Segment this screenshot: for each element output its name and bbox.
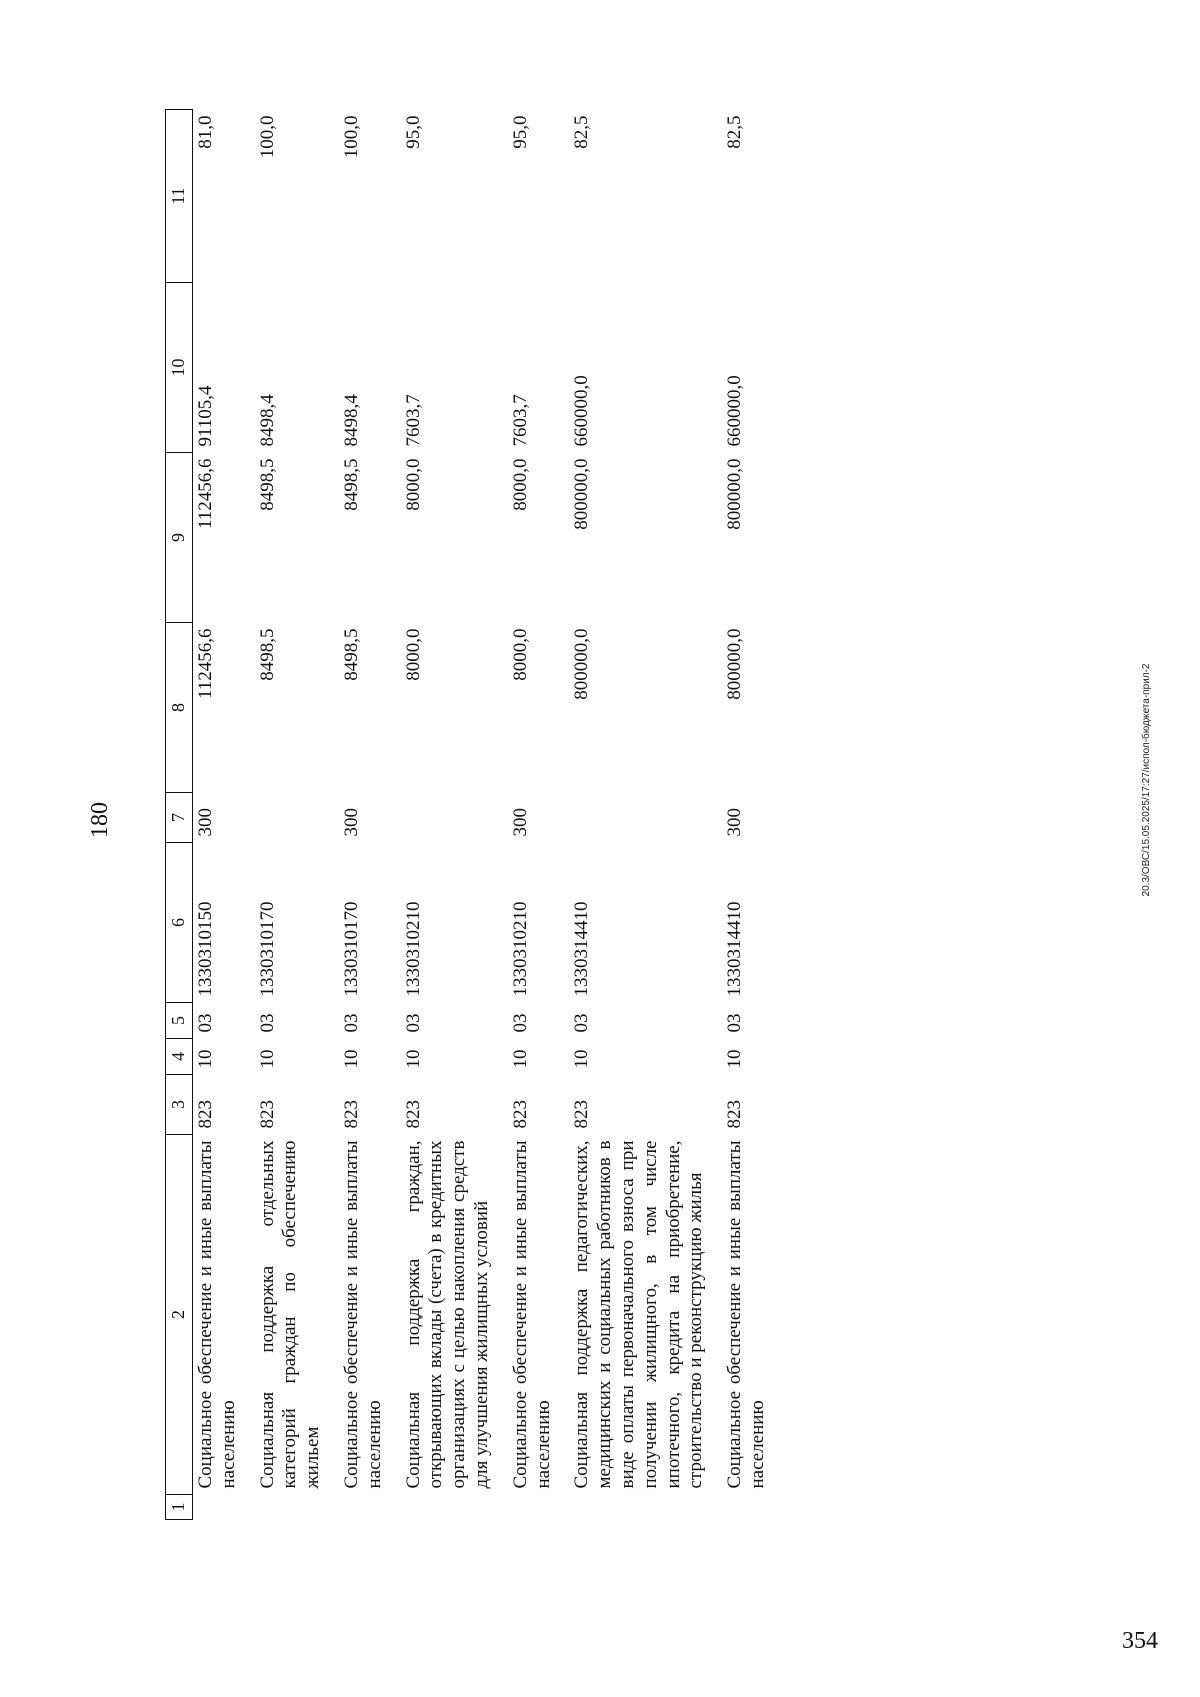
table-cell: 823	[340, 1100, 362, 1129]
row-name-cell: Социальное обеспечение и иные выплаты населению	[195, 1140, 239, 1489]
table-cell	[508, 1495, 570, 1520]
column-header: 2	[166, 1135, 193, 1495]
sheet-page-number: 180	[87, 802, 113, 838]
column-header: 10	[166, 283, 193, 453]
header-row	[166, 110, 193, 1520]
table-cell: 8000,0	[402, 458, 424, 511]
table-body	[193, 110, 784, 1520]
table-cell	[569, 1495, 722, 1520]
table-cell: 660000,0	[724, 375, 746, 447]
footer-code: 20.3/ОВС/15.05.2025/17:27/испол-бюджета-прил-2	[1141, 663, 1152, 897]
table-cell: 112456,6	[195, 458, 216, 530]
table-row	[401, 110, 508, 1520]
table-cell: 823	[724, 1100, 746, 1129]
table-cell	[401, 793, 508, 843]
table-cell: 7603,7	[509, 394, 531, 447]
table-cell	[722, 1495, 784, 1520]
table-cell: 800000,0	[724, 458, 746, 530]
table-row	[569, 110, 722, 1520]
row-name-cell: Социальное обеспечение и иные выплаты населению	[724, 1140, 768, 1489]
table-cell: 10	[571, 1049, 593, 1069]
table-cell: 1330314410	[571, 901, 593, 997]
table-cell	[193, 1495, 255, 1520]
table-cell: 95,0	[509, 115, 531, 149]
table-cell	[255, 1495, 339, 1520]
table-cell: 8498,5	[256, 628, 278, 681]
table-cell: 300	[340, 808, 362, 837]
table-cell: 8000,0	[402, 628, 424, 681]
table-cell: 800000,0	[571, 628, 593, 700]
column-header: 6	[166, 843, 193, 1003]
table-cell: 823	[195, 1100, 216, 1129]
page-number: 354	[1122, 1628, 1158, 1654]
row-name-cell: Социальное обеспечение и иные выплаты населению	[509, 1140, 554, 1489]
row-name-cell: Социальная поддержка отдельных категорий граждан по обеспечению жильем	[256, 1140, 324, 1489]
table-cell: 8000,0	[509, 458, 531, 511]
column-header: 1	[166, 1495, 193, 1520]
budget-table	[165, 109, 784, 1520]
row-name-cell: Социальная поддержка педагогических, медицинских и социальных работников в виде оплаты первоначального взноса при получении жилищного, в том числе ипотечного, кредита на приобретение, строительство и реконструкцию жилья	[571, 1140, 707, 1489]
table-cell: 800000,0	[724, 628, 746, 700]
rotated-sheet	[87, 100, 1075, 1540]
table-cell: 03	[340, 1013, 362, 1033]
table-row	[339, 110, 401, 1520]
table-cell: 823	[402, 1100, 424, 1129]
table-cell: 7603,7	[402, 394, 424, 447]
column-header: 9	[166, 453, 193, 623]
table-cell: 823	[509, 1100, 531, 1129]
table-cell	[569, 793, 722, 843]
table-row	[193, 110, 255, 1520]
column-header: 11	[166, 110, 193, 283]
table-cell: 03	[509, 1013, 531, 1033]
table-cell: 300	[724, 808, 746, 837]
table-cell: 1330310210	[402, 901, 424, 997]
table-cell: 10	[195, 1049, 216, 1069]
column-header: 3	[166, 1075, 193, 1135]
table-cell: 800000,0	[571, 458, 593, 530]
table-cell: 82,5	[571, 115, 593, 149]
table-cell: 8498,4	[256, 394, 278, 447]
table-cell: 300	[509, 808, 531, 837]
table-cell: 823	[256, 1100, 278, 1129]
table-cell: 8000,0	[509, 628, 531, 681]
table-cell: 03	[724, 1013, 746, 1033]
table-cell: 82,5	[724, 115, 746, 149]
table-cell	[339, 1495, 401, 1520]
table-cell: 95,0	[402, 115, 424, 149]
column-header: 7	[166, 793, 193, 843]
table-cell: 1330314410	[724, 901, 746, 997]
row-name-cell: Социальное обеспечение и иные выплаты населению	[340, 1140, 385, 1489]
column-header: 4	[166, 1039, 193, 1075]
table-cell: 1330310170	[256, 901, 278, 997]
table-cell	[401, 1495, 508, 1520]
table-cell: 1330310210	[509, 901, 531, 997]
table-cell: 8498,5	[340, 628, 362, 681]
table-cell: 660000,0	[571, 375, 593, 447]
row-name-cell: Социальная поддержка граждан, открывающих вклады (счета) в кредитных организациях с целью накопления средств для улучшения жилищных условий	[402, 1140, 492, 1489]
table-cell: 8498,5	[256, 458, 278, 511]
column-header: 8	[166, 623, 193, 793]
table-cell: 8498,5	[340, 458, 362, 511]
table-cell: 300	[195, 808, 216, 837]
table-cell: 10	[509, 1049, 531, 1069]
table-cell: 1330310150	[195, 901, 216, 997]
table-row	[255, 110, 339, 1520]
table-cell: 10	[256, 1049, 278, 1069]
table-cell: 10	[724, 1049, 746, 1069]
table-cell: 112456,6	[195, 628, 216, 700]
table-row	[508, 110, 570, 1520]
column-header: 5	[166, 1003, 193, 1039]
table-cell: 100,0	[340, 115, 362, 159]
table-cell: 1330310170	[340, 901, 362, 997]
table-cell: 81,0	[195, 115, 216, 149]
table-cell	[255, 793, 339, 843]
table-cell: 91105,4	[195, 385, 216, 447]
table-cell: 10	[340, 1049, 362, 1069]
table-cell: 03	[195, 1013, 216, 1033]
table-cell: 8498,4	[340, 394, 362, 447]
table-cell: 03	[256, 1013, 278, 1033]
table-cell: 10	[402, 1049, 424, 1069]
table-cell: 100,0	[256, 115, 278, 159]
table-cell: 823	[571, 1100, 593, 1129]
table-cell: 03	[571, 1013, 593, 1033]
table-cell: 03	[402, 1013, 424, 1033]
table-row	[722, 110, 784, 1520]
